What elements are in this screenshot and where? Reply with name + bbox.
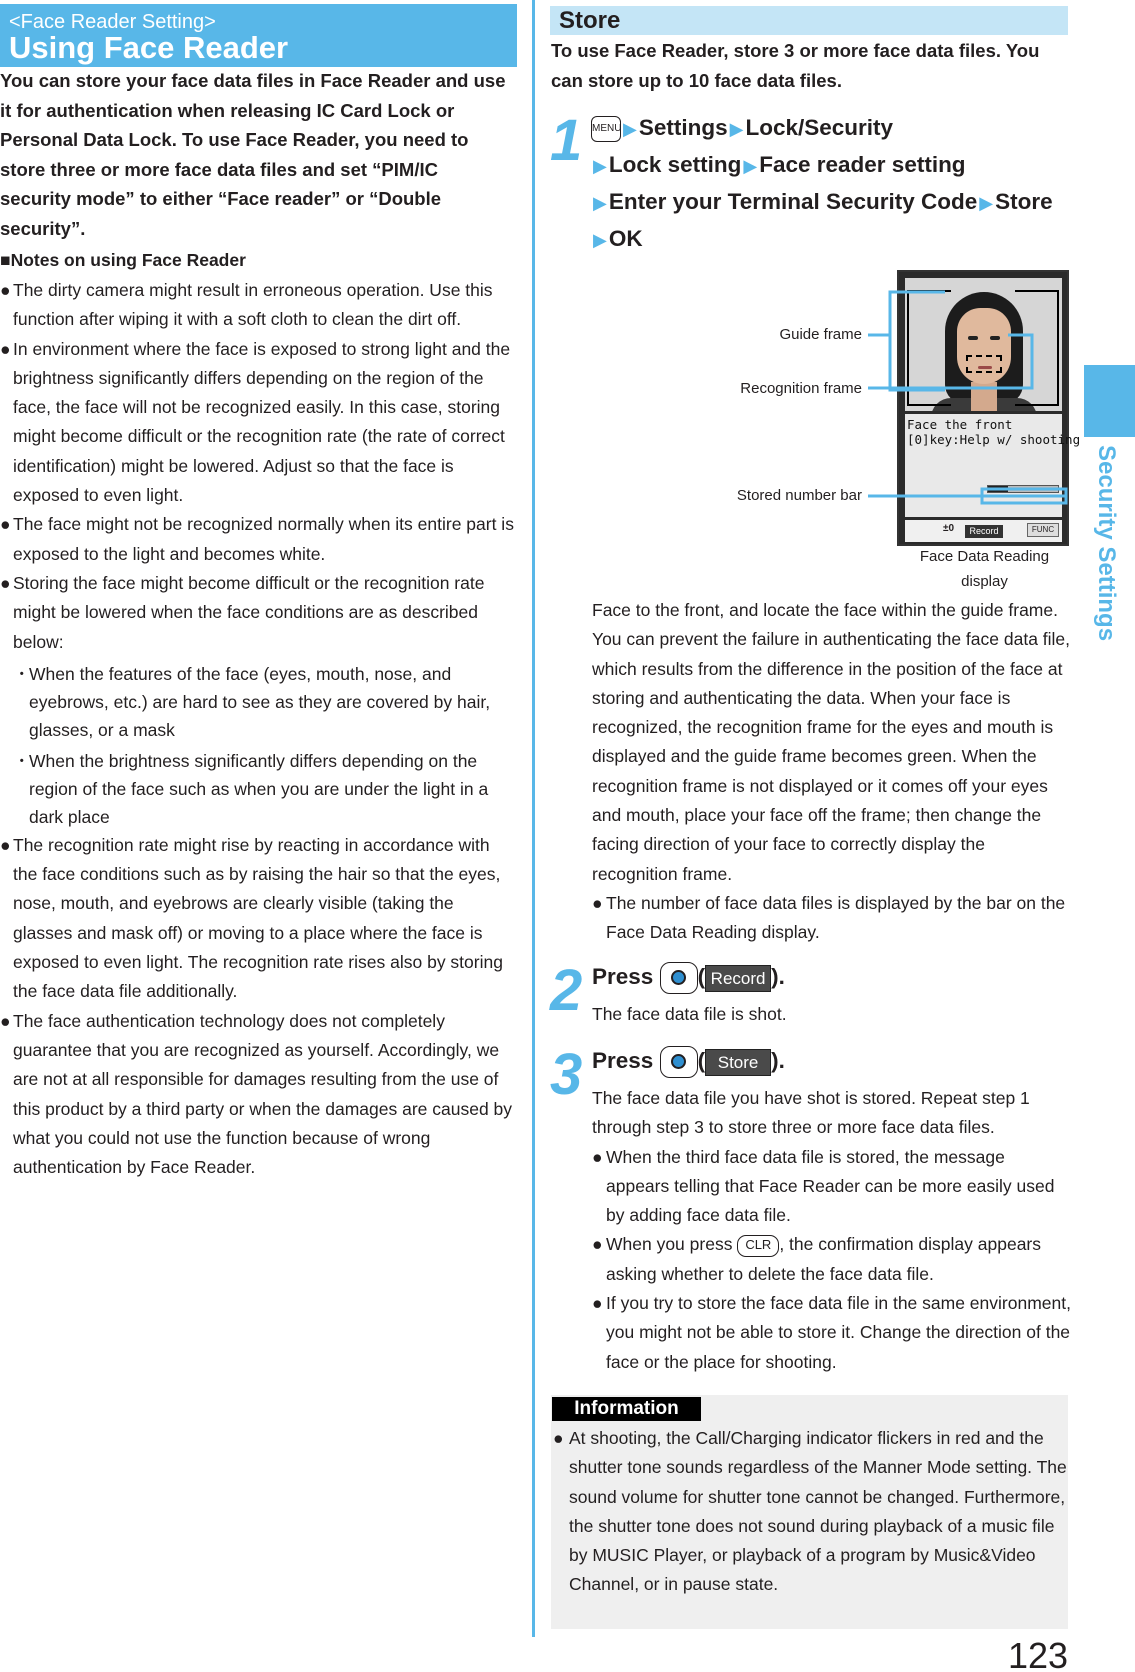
phone-softkey-row <box>905 520 1062 542</box>
bullet-icon: ● <box>0 834 11 855</box>
callout-guide-frame: Guide frame <box>779 326 862 343</box>
step3-operation: Press ( Store ). <box>592 1046 785 1078</box>
store-softkey-icon: Store <box>705 1049 771 1076</box>
path-ok: OK <box>608 226 643 251</box>
arrow-icon: ▶ <box>729 119 744 139</box>
information-label: Information <box>552 1397 701 1421</box>
arrow-icon: ▶ <box>623 119 637 139</box>
bullet-icon: ● <box>592 1293 603 1314</box>
callout-stored-number-bar: Stored number bar <box>736 487 862 504</box>
information-text: ● At shooting, the Call/Charging indicator flickers in red and the shutter tone sounds regardless of the Manner Mode setting. The sound volume for shutter tone cannot be changed. Furthermore, the shutter tone does not sound during playback of a music file by MUSIC Player, or playback of a program by Music&Video Channel, or in pause state. <box>553 1424 1068 1600</box>
callout-lines <box>860 280 1070 510</box>
bullet-icon: ● <box>0 572 11 593</box>
bullet-icon: ● <box>592 892 603 913</box>
note-item: ● Storing the face might become difficult or the recognition rate might be lowered when the face conditions are as described below: <box>0 569 515 657</box>
sub-marker-icon: ・ <box>13 663 31 684</box>
bullet-icon: ● <box>592 1234 603 1255</box>
figure-caption: Face Data Reading display <box>919 548 1050 590</box>
step3-note: ● When you press CLR , the confirmation display appears asking whether to delete the face data file. <box>592 1230 1072 1289</box>
phone-screen-text: Face the front [0]key:Help w/ shooting <box>905 414 1062 517</box>
center-key-icon <box>660 1046 698 1078</box>
note-item: ● The recognition rate might rise by reacting in accordance with the face conditions such as by raising the hair so that the eyes, nose, mouth, and eyebrows are clearly visible (taking the glasses and mask off) or moving to a place where the face is exposed to even light. The recognition rate rises also by storing the face data file additionally. <box>0 831 515 1007</box>
heading-square-icon: ■ <box>0 250 11 270</box>
arrow-icon: ▶ <box>593 156 607 176</box>
path-security-code: Enter your Terminal Security Code <box>608 189 978 214</box>
exposure-indicator: ±0 <box>943 523 955 534</box>
bullet-icon: ● <box>592 1146 603 1167</box>
arrow-icon: ▶ <box>979 193 994 213</box>
page-title: Using Face Reader <box>9 30 289 65</box>
step1-description: Face to the front, and locate the face within the guide frame. You can prevent the failure in authenticating the face data file, which results from the difference in the position of the face at storing and authenticating the data. When your face is recognized, the recognition frame for the eyes and mouth is displayed and the guide frame becomes green. When the recognition frame is not displayed or it comes off your eyes and mouth, place your face off the frame; then change the facing direction of your face to correctly display the recognition frame. ● The number of face data files is displayed by the bar on the Face Data Reading display. <box>592 596 1072 948</box>
path-lock-security: Lock/Security <box>745 115 894 140</box>
bullet-icon: ● <box>0 280 11 300</box>
step1-operation <box>591 110 1081 258</box>
note-item: ● The dirty camera might result in erroneous operation. Use this function after wiping it with a soft cloth to clean the dirt off. <box>0 276 515 335</box>
menu-key-icon: MENU <box>591 116 621 142</box>
note-sub-item: ・ When the features of the face (eyes, mouth, nose, and eyebrows, etc.) are hard to see as they are covered by hair, glasses, or a mask <box>0 660 515 744</box>
step2-description: The face data file is shot. <box>592 1004 787 1024</box>
note-sub-item: ・ When the brightness significantly differs depending on the region of the face such as when you are under the light in a dark place <box>0 747 515 831</box>
page-number: 123 <box>1008 1635 1069 1672</box>
notes-heading-text: Notes on using Face Reader <box>10 250 246 270</box>
path-store: Store <box>995 189 1053 214</box>
callout-recognition-frame: Recognition frame <box>740 380 862 397</box>
center-key-icon <box>660 962 698 994</box>
record-softkey: Record <box>965 525 1003 538</box>
guide-frame-callout-branch <box>890 292 945 390</box>
path-lock-setting: Lock setting <box>608 152 742 177</box>
arrow-icon: ▶ <box>593 193 607 213</box>
bullet-icon: ● <box>553 1428 564 1448</box>
store-section-bar <box>550 6 1068 35</box>
clr-key-icon: CLR <box>737 1235 779 1257</box>
note-item: ● In environment where the face is exposed to strong light and the brightness significantly differs depending on the region of the face, the face will not be recognized easily. In this case, storing might become difficult or the recognition rate (the rate of correct identification) might be lowered. Adjust so that the face is exposed to even light. <box>0 335 515 511</box>
note-item: ● The face authentication technology does not completely guarantee that you are recognized as yourself. Accordingly, we are not at all responsible for damages resulting from the use of this product by a third party or when the damages are caused by what you could not use the function because of wrong authentication by Face Reader. <box>0 1007 515 1183</box>
store-intro: To use Face Reader, store 3 or more face data files. You can store up to 10 face data files. <box>551 40 1040 91</box>
arrow-icon: ▶ <box>593 230 607 250</box>
notes-heading <box>0 250 246 271</box>
step3-note: ● When the third face data file is stored, the message appears telling that Face Reader can be more easily used by adding face data file. <box>592 1143 1072 1231</box>
step-number-1: 1 <box>550 108 583 173</box>
step1-note: ● The number of face data files is displayed by the bar on the Face Data Reading display. <box>592 889 1072 948</box>
step-number-2: 2 <box>550 958 583 1023</box>
step-number-3: 3 <box>550 1042 583 1107</box>
column-divider <box>532 0 535 1637</box>
section-title-banner <box>0 4 517 67</box>
path-settings: Settings <box>638 115 728 140</box>
bullet-icon: ● <box>0 1010 11 1031</box>
func-softkey: FUNC <box>1027 523 1059 537</box>
bullet-icon: ● <box>0 338 11 359</box>
store-section-label: Store <box>559 7 621 34</box>
sub-marker-icon: ・ <box>13 750 31 771</box>
notes-list <box>0 276 515 1182</box>
path-face-reader-setting: Face reader setting <box>759 152 966 177</box>
note-item: ● The face might not be recognized normally when its entire part is exposed to the light and becomes white. <box>0 510 515 569</box>
side-tab-label: Security Settings <box>1093 445 1120 642</box>
guide-frame-callout-line <box>868 292 945 335</box>
section-subtitle: <Face Reader Setting> <box>9 11 216 33</box>
recognition-frame-callout-line <box>868 335 1032 388</box>
bullet-icon: ● <box>0 514 11 535</box>
step2-operation: Press ( Record ). <box>592 962 785 994</box>
intro-paragraph: You can store your face data files in Face Reader and use it for authentication when releasing IC Card Lock or Personal Data Lock. To use Face Reader, you need to store three or more face data files and set “PIM/IC security mode” to either “Face reader” or “Double security”. <box>0 70 506 239</box>
arrow-icon: ▶ <box>743 156 758 176</box>
record-softkey-icon: Record <box>705 965 771 992</box>
step3-description: The face data file you have shot is stored. Repeat step 1 through step 3 to store three or more face data files. ● When the third face data file is stored, the message appears telling that Face Reader can be more easily used by adding face data file. ● When you press CLR , the confirmation display appears asking whether to delete the face data file. ● If you try to store the face data file in the same environment, you might not be able to store it. Change the direction of the face or the place for shooting. <box>592 1084 1072 1377</box>
step3-note: ● If you try to store the face data file in the same environment, you might not be able to store it. Change the direction of the face or the place for shooting. <box>592 1289 1072 1377</box>
